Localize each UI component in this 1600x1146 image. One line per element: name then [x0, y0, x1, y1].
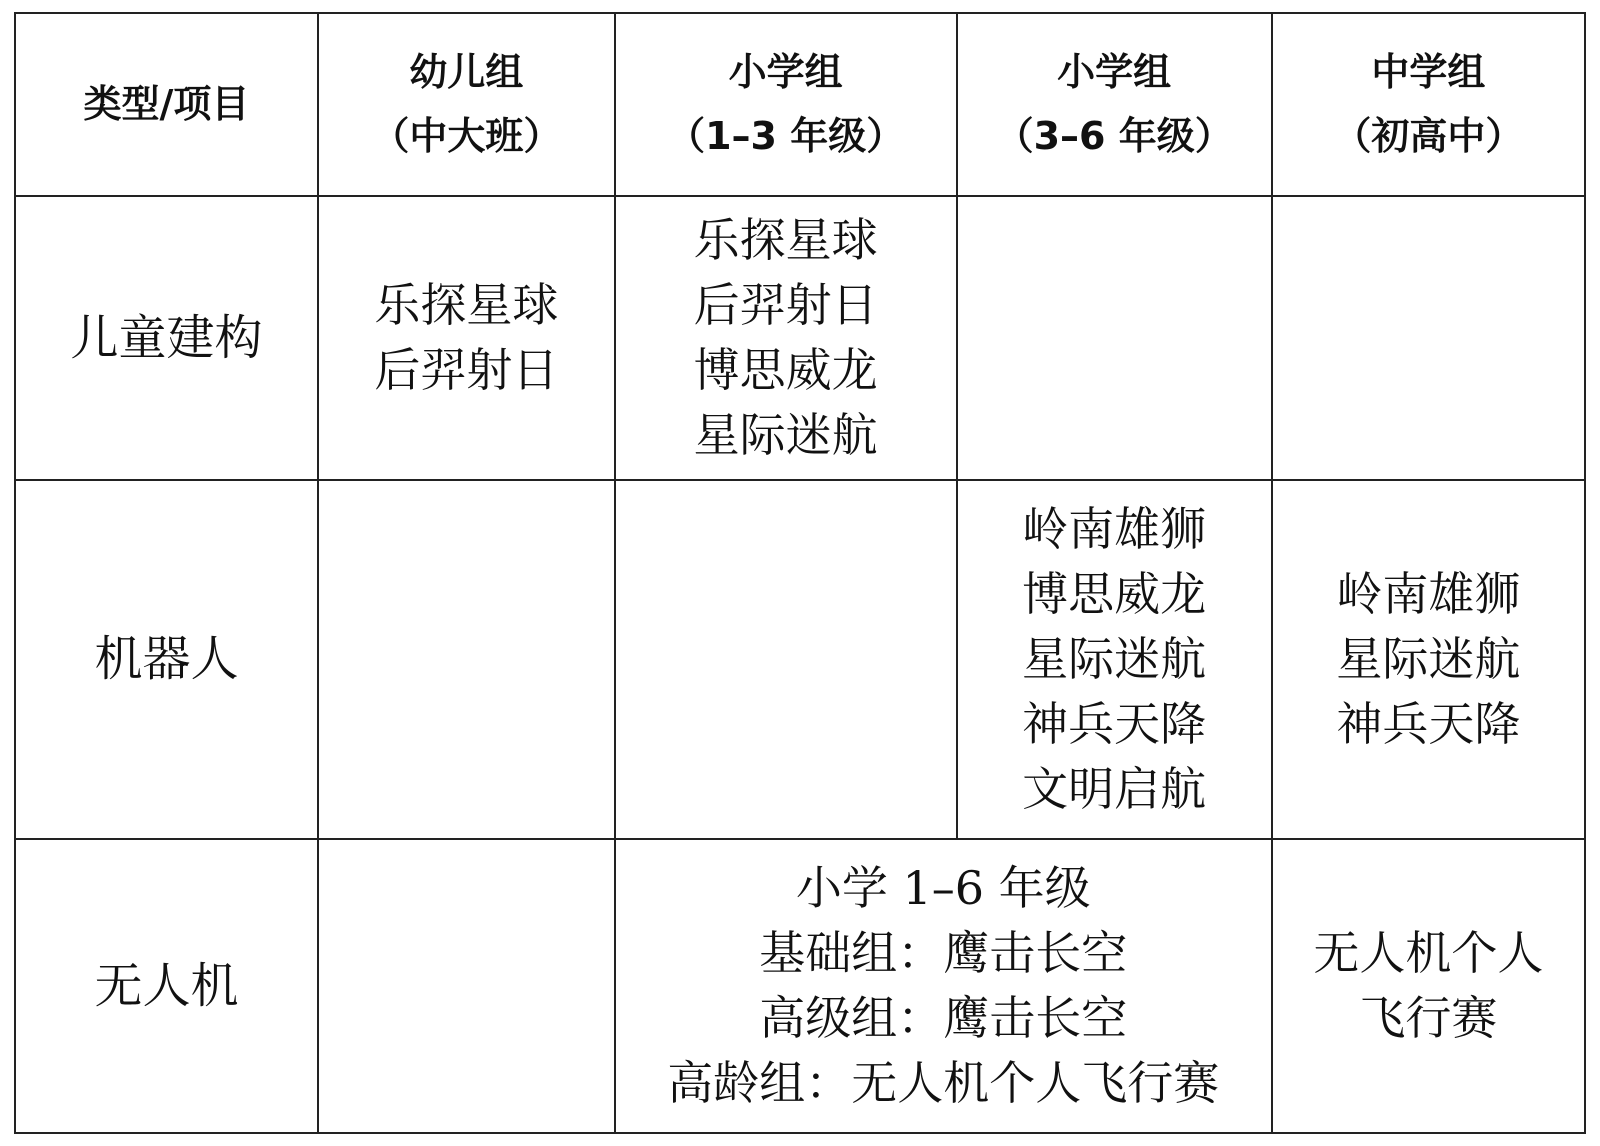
cell-entry: 后羿射日 — [693, 277, 878, 332]
cell-entry: 岭南雄狮 — [1022, 501, 1207, 556]
cell-entry: 无人机个人 — [1313, 925, 1544, 980]
header-primary-3-6-line2: （3–6 年级） — [995, 114, 1233, 159]
cell-entry: 星际迷航 — [1022, 631, 1207, 686]
cell-entry: 文明启航 — [1022, 761, 1207, 816]
competition-table — [14, 12, 1586, 1134]
cell-entry: 飞行赛 — [1359, 990, 1498, 1045]
header-primary-3-6-line1: 小学组 — [1057, 50, 1172, 95]
header-primary-1-3-line1: 小学组 — [728, 50, 843, 95]
cell-robot-middle — [1272, 480, 1585, 839]
row-drone — [15, 839, 1585, 1133]
cell-construction-primary-3-6 — [957, 196, 1272, 480]
cell-drone-middle — [1272, 839, 1585, 1133]
cell-drone-primary-1-6 — [615, 839, 1272, 1133]
row-label-drone-text: 无人机 — [94, 957, 239, 1014]
cell-construction-kindergarten — [318, 196, 615, 480]
cell-entry: 高级组：鹰击长空 — [759, 990, 1128, 1045]
cell-entry: 基础组：鹰击长空 — [759, 925, 1128, 980]
header-primary-1-3 — [615, 13, 957, 196]
cell-robot-primary-3-6 — [957, 480, 1272, 839]
row-label-robot — [15, 480, 318, 839]
header-kindergarten — [318, 13, 615, 196]
cell-entry: 高龄组：无人机个人飞行赛 — [667, 1055, 1220, 1110]
row-label-drone — [15, 839, 318, 1133]
header-kindergarten-line2: （中大班） — [371, 114, 562, 159]
cell-entry: 博思威龙 — [693, 342, 878, 397]
header-corner — [15, 13, 318, 196]
cell-entry: 乐探星球 — [374, 277, 559, 332]
cell-entry: 后羿射日 — [374, 342, 559, 397]
cell-entry: 乐探星球 — [693, 212, 878, 267]
header-middle-line2: （初高中） — [1333, 114, 1524, 159]
row-label-construction — [15, 196, 318, 480]
cell-entry: 神兵天降 — [1336, 696, 1521, 751]
header-middle-line1: 中学组 — [1371, 50, 1486, 95]
cell-entry: 博思威龙 — [1022, 566, 1207, 621]
cell-construction-middle — [1272, 196, 1585, 480]
cell-robot-primary-1-3 — [615, 480, 957, 839]
header-primary-1-3-line2: （1–3 年级） — [667, 114, 905, 159]
header-row — [15, 13, 1585, 196]
header-middle — [1272, 13, 1585, 196]
cell-entry: 小学 1–6 年级 — [795, 860, 1091, 915]
header-kindergarten-line1: 幼儿组 — [409, 50, 524, 95]
cell-entry: 岭南雄狮 — [1336, 566, 1521, 621]
cell-entry: 神兵天降 — [1022, 696, 1207, 751]
cell-entry: 星际迷航 — [1336, 631, 1521, 686]
row-label-robot-text: 机器人 — [94, 631, 239, 688]
cell-construction-primary-1-3 — [615, 196, 957, 480]
row-label-construction-text: 儿童建构 — [70, 309, 263, 366]
cell-drone-kindergarten — [318, 839, 615, 1133]
row-construction — [15, 196, 1585, 480]
cell-entry: 星际迷航 — [693, 407, 878, 462]
row-robot — [15, 480, 1585, 839]
cell-robot-kindergarten — [318, 480, 615, 839]
header-primary-3-6 — [957, 13, 1272, 196]
header-corner-label: 类型/项目 — [83, 82, 250, 127]
